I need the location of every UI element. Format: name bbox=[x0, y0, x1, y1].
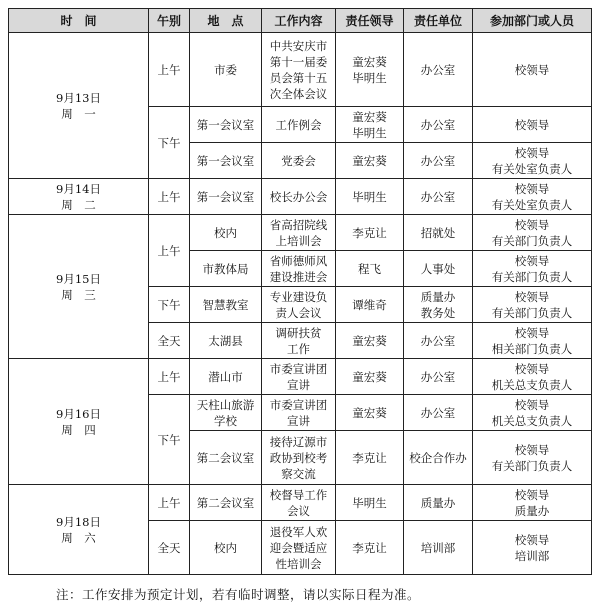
unit-cell-line: 办公室 bbox=[420, 333, 456, 348]
place-cell-line: 智慧教室 bbox=[202, 297, 249, 312]
place-cell-line: 第一会议室 bbox=[196, 153, 255, 168]
content-cell-line: 工作 bbox=[287, 341, 310, 356]
date-cell bbox=[9, 215, 149, 359]
unit-cell-line: 办公室 bbox=[420, 153, 456, 168]
content-cell bbox=[262, 107, 336, 143]
participants-cell-line: 有关处室负责人 bbox=[491, 161, 573, 176]
place-cell bbox=[190, 33, 262, 107]
period-cell: 上午 bbox=[149, 215, 190, 287]
participants-cell-line: 有关部门负责人 bbox=[491, 458, 573, 473]
content-cell-line: 专业建设负 bbox=[269, 289, 328, 304]
content-cell-line: 省高招院线 bbox=[269, 217, 328, 232]
place-cell-line: 第二会议室 bbox=[196, 495, 255, 510]
place-cell bbox=[190, 395, 262, 431]
content-cell-line: 宣讲 bbox=[287, 377, 310, 392]
table-row bbox=[9, 485, 592, 521]
participants-cell-line: 校领导 bbox=[514, 62, 550, 77]
unit-cell-line: 办公室 bbox=[420, 189, 456, 204]
header-leader: 责任领导 bbox=[336, 9, 404, 33]
unit-cell-line: 培训部 bbox=[420, 540, 456, 555]
content-cell-line: 市委宣讲团 bbox=[269, 397, 328, 412]
leader-cell-line: 毕明生 bbox=[352, 189, 387, 204]
content-cell-line: 性培训会 bbox=[275, 556, 322, 571]
participants-cell bbox=[473, 287, 592, 323]
unit-cell-line: 人事处 bbox=[420, 261, 456, 276]
participants-cell-line: 校领导 bbox=[514, 442, 550, 457]
participants-cell bbox=[473, 359, 592, 395]
place-cell bbox=[190, 287, 262, 323]
place-cell-line: 潜山市 bbox=[208, 369, 243, 384]
content-cell-line: 调研扶贫 bbox=[275, 325, 322, 340]
content-cell-line: 次全体会议 bbox=[269, 86, 328, 101]
place-cell bbox=[190, 143, 262, 179]
content-cell-line: 工作例会 bbox=[275, 117, 322, 132]
leader-cell-line: 童宏葵 bbox=[352, 333, 387, 348]
content-cell-line: 中共安庆市 bbox=[269, 38, 328, 53]
place-cell-line: 第一会议室 bbox=[196, 117, 255, 132]
date-cell-line: 9月18日 bbox=[56, 514, 101, 529]
leader-cell bbox=[336, 215, 404, 251]
leader-cell bbox=[336, 485, 404, 521]
content-cell bbox=[262, 359, 336, 395]
participants-cell-line: 校领导 bbox=[514, 217, 550, 232]
content-cell-line: 第十一届委 bbox=[269, 54, 328, 69]
leader-cell-line: 童宏葵 bbox=[352, 153, 387, 168]
unit-cell bbox=[404, 521, 473, 575]
participants-cell-line: 校领导 bbox=[514, 117, 550, 132]
date-cell-line: 9月16日 bbox=[56, 406, 101, 421]
leader-cell bbox=[336, 33, 404, 107]
participants-cell-line: 培训部 bbox=[514, 548, 550, 563]
date-cell-line: 9月15日 bbox=[56, 271, 101, 286]
content-cell bbox=[262, 395, 336, 431]
content-cell-line: 员会第十五 bbox=[269, 70, 328, 85]
place-cell-line: 校内 bbox=[214, 225, 237, 240]
header-period: 午别 bbox=[149, 9, 190, 33]
participants-cell-line: 校领导 bbox=[514, 253, 550, 268]
participants-cell-line: 校领导 bbox=[514, 361, 550, 376]
place-cell bbox=[190, 521, 262, 575]
place-cell bbox=[190, 359, 262, 395]
content-cell bbox=[262, 143, 336, 179]
leader-cell bbox=[336, 323, 404, 359]
period-cell: 上午 bbox=[149, 485, 190, 521]
unit-cell bbox=[404, 485, 473, 521]
schedule-body bbox=[9, 33, 592, 575]
leader-cell bbox=[336, 107, 404, 143]
participants-cell bbox=[473, 179, 592, 215]
content-cell-line: 责人会议 bbox=[275, 305, 322, 320]
date-cell-line: 9月13日 bbox=[56, 90, 101, 105]
place-cell bbox=[190, 215, 262, 251]
unit-cell bbox=[404, 323, 473, 359]
date-cell-line: 周 二 bbox=[61, 197, 96, 212]
period-cell: 下午 bbox=[149, 107, 190, 179]
leader-cell-line: 童宏葵 bbox=[352, 109, 387, 124]
unit-cell bbox=[404, 251, 473, 287]
content-cell-line: 宣讲 bbox=[287, 413, 310, 428]
unit-cell bbox=[404, 431, 473, 485]
participants-cell-line: 有关处室负责人 bbox=[491, 197, 573, 212]
participants-cell bbox=[473, 431, 592, 485]
content-cell-line: 会议 bbox=[287, 503, 310, 518]
unit-cell bbox=[404, 33, 473, 107]
unit-cell bbox=[404, 215, 473, 251]
leader-cell bbox=[336, 395, 404, 431]
period-cell: 全天 bbox=[149, 323, 190, 359]
content-cell-line: 党委会 bbox=[281, 153, 316, 168]
period-cell: 下午 bbox=[149, 287, 190, 323]
participants-cell-line: 校领导 bbox=[514, 181, 550, 196]
unit-cell-line: 教务处 bbox=[420, 305, 456, 320]
date-cell bbox=[9, 485, 149, 575]
content-cell bbox=[262, 287, 336, 323]
period-cell: 全天 bbox=[149, 521, 190, 575]
unit-cell-line: 质量办 bbox=[420, 289, 456, 304]
content-cell bbox=[262, 179, 336, 215]
participants-cell-line: 机关总支负责人 bbox=[491, 413, 573, 428]
unit-cell bbox=[404, 143, 473, 179]
date-cell bbox=[9, 359, 149, 485]
place-cell-line: 天柱山旅游 bbox=[196, 397, 255, 412]
leader-cell-line: 童宏葵 bbox=[352, 369, 387, 384]
content-cell-line: 校督导工作 bbox=[269, 487, 328, 502]
participants-cell-line: 质量办 bbox=[514, 503, 550, 518]
date-cell-line: 9月14日 bbox=[56, 181, 101, 196]
content-cell-line: 接待辽源市 bbox=[269, 434, 328, 449]
participants-cell-line: 校领导 bbox=[514, 289, 550, 304]
date-cell bbox=[9, 179, 149, 215]
content-cell-line: 上培训会 bbox=[275, 233, 322, 248]
leader-cell-line: 程飞 bbox=[358, 261, 381, 276]
table-row bbox=[9, 215, 592, 251]
content-cell bbox=[262, 323, 336, 359]
unit-cell bbox=[404, 395, 473, 431]
place-cell-line: 校内 bbox=[214, 540, 237, 555]
leader-cell bbox=[336, 359, 404, 395]
leader-cell-line: 李克让 bbox=[352, 225, 387, 240]
place-cell-line: 市委 bbox=[214, 62, 237, 77]
content-cell bbox=[262, 485, 336, 521]
date-cell-line: 周 三 bbox=[61, 287, 96, 302]
date-cell-line: 周 四 bbox=[61, 422, 96, 437]
content-cell-line: 建设推进会 bbox=[269, 269, 328, 284]
leader-cell-line: 李克让 bbox=[352, 450, 387, 465]
schedule-table bbox=[8, 8, 592, 575]
content-cell-line: 省师德师风 bbox=[269, 253, 328, 268]
leader-cell-line: 谭维奇 bbox=[352, 297, 387, 312]
participants-cell-line: 相关部门负责人 bbox=[491, 341, 573, 356]
content-cell-line: 政协到校考 bbox=[269, 450, 328, 465]
participants-cell bbox=[473, 33, 592, 107]
leader-cell bbox=[336, 251, 404, 287]
participants-cell-line: 有关部门负责人 bbox=[491, 305, 573, 320]
table-row bbox=[9, 359, 592, 395]
place-cell-line: 第二会议室 bbox=[196, 450, 255, 465]
participants-cell bbox=[473, 143, 592, 179]
unit-cell-line: 质量办 bbox=[420, 495, 456, 510]
unit-cell-line: 办公室 bbox=[420, 405, 456, 420]
content-cell-line: 察交流 bbox=[281, 466, 316, 481]
footnote: 注：工作安排为预定计划，若有临时调整，请以实际日程为准。 bbox=[56, 587, 421, 602]
unit-cell bbox=[404, 107, 473, 143]
content-cell-line: 迎会暨适应 bbox=[269, 540, 328, 555]
header-place: 地 点 bbox=[190, 9, 262, 33]
content-cell bbox=[262, 215, 336, 251]
unit-cell-line: 办公室 bbox=[420, 369, 456, 384]
content-cell-line: 退役军人欢 bbox=[269, 524, 328, 539]
date-cell bbox=[9, 33, 149, 179]
table-row bbox=[9, 179, 592, 215]
unit-cell-line: 办公室 bbox=[420, 62, 456, 77]
participants-cell-line: 校领导 bbox=[514, 532, 550, 547]
content-cell bbox=[262, 431, 336, 485]
participants-cell bbox=[473, 107, 592, 143]
header-row bbox=[9, 9, 592, 33]
participants-cell bbox=[473, 521, 592, 575]
place-cell-line: 学校 bbox=[214, 413, 237, 428]
leader-cell bbox=[336, 431, 404, 485]
period-cell: 下午 bbox=[149, 395, 190, 485]
participants-cell-line: 校领导 bbox=[514, 397, 550, 412]
participants-cell-line: 机关总支负责人 bbox=[491, 377, 573, 392]
participants-cell bbox=[473, 323, 592, 359]
participants-cell-line: 校领导 bbox=[514, 145, 550, 160]
place-cell bbox=[190, 179, 262, 215]
unit-cell-line: 招就处 bbox=[420, 225, 456, 240]
participants-cell-line: 有关部门负责人 bbox=[491, 233, 573, 248]
place-cell bbox=[190, 431, 262, 485]
content-cell-line: 市委宣讲团 bbox=[269, 361, 328, 376]
header-content: 工作内容 bbox=[262, 9, 336, 33]
date-cell-line: 周 一 bbox=[61, 106, 96, 121]
unit-cell-line: 办公室 bbox=[420, 117, 456, 132]
place-cell-line: 市教体局 bbox=[202, 261, 249, 276]
unit-cell bbox=[404, 179, 473, 215]
content-cell-line: 校长办公会 bbox=[269, 189, 328, 204]
participants-cell bbox=[473, 395, 592, 431]
place-cell bbox=[190, 251, 262, 287]
place-cell-line: 第一会议室 bbox=[196, 189, 255, 204]
leader-cell-line: 毕明生 bbox=[352, 495, 387, 510]
date-cell-line: 周 六 bbox=[61, 530, 96, 545]
place-cell bbox=[190, 323, 262, 359]
leader-cell bbox=[336, 521, 404, 575]
participants-cell-line: 校领导 bbox=[514, 487, 550, 502]
leader-cell-line: 毕明生 bbox=[352, 70, 387, 85]
leader-cell-line: 毕明生 bbox=[352, 125, 387, 140]
content-cell bbox=[262, 33, 336, 107]
header-unit: 责任单位 bbox=[404, 9, 473, 33]
participants-cell bbox=[473, 251, 592, 287]
period-cell: 上午 bbox=[149, 359, 190, 395]
content-cell bbox=[262, 521, 336, 575]
header-time: 时 间 bbox=[9, 9, 149, 33]
participants-cell-line: 有关部门负责人 bbox=[491, 269, 573, 284]
period-cell: 上午 bbox=[149, 33, 190, 107]
place-cell bbox=[190, 485, 262, 521]
leader-cell-line: 李克让 bbox=[352, 540, 387, 555]
participants-cell-line: 校领导 bbox=[514, 325, 550, 340]
unit-cell-line: 校企合作办 bbox=[409, 450, 467, 465]
unit-cell bbox=[404, 359, 473, 395]
participants-cell bbox=[473, 215, 592, 251]
leader-cell bbox=[336, 179, 404, 215]
table-row bbox=[9, 33, 592, 107]
place-cell-line: 太湖县 bbox=[208, 333, 243, 348]
leader-cell-line: 童宏葵 bbox=[352, 54, 387, 69]
leader-cell bbox=[336, 143, 404, 179]
period-cell: 上午 bbox=[149, 179, 190, 215]
unit-cell bbox=[404, 287, 473, 323]
content-cell bbox=[262, 251, 336, 287]
leader-cell bbox=[336, 287, 404, 323]
header-participants: 参加部门或人员 bbox=[473, 9, 592, 33]
place-cell bbox=[190, 107, 262, 143]
leader-cell-line: 童宏葵 bbox=[352, 405, 387, 420]
participants-cell bbox=[473, 485, 592, 521]
